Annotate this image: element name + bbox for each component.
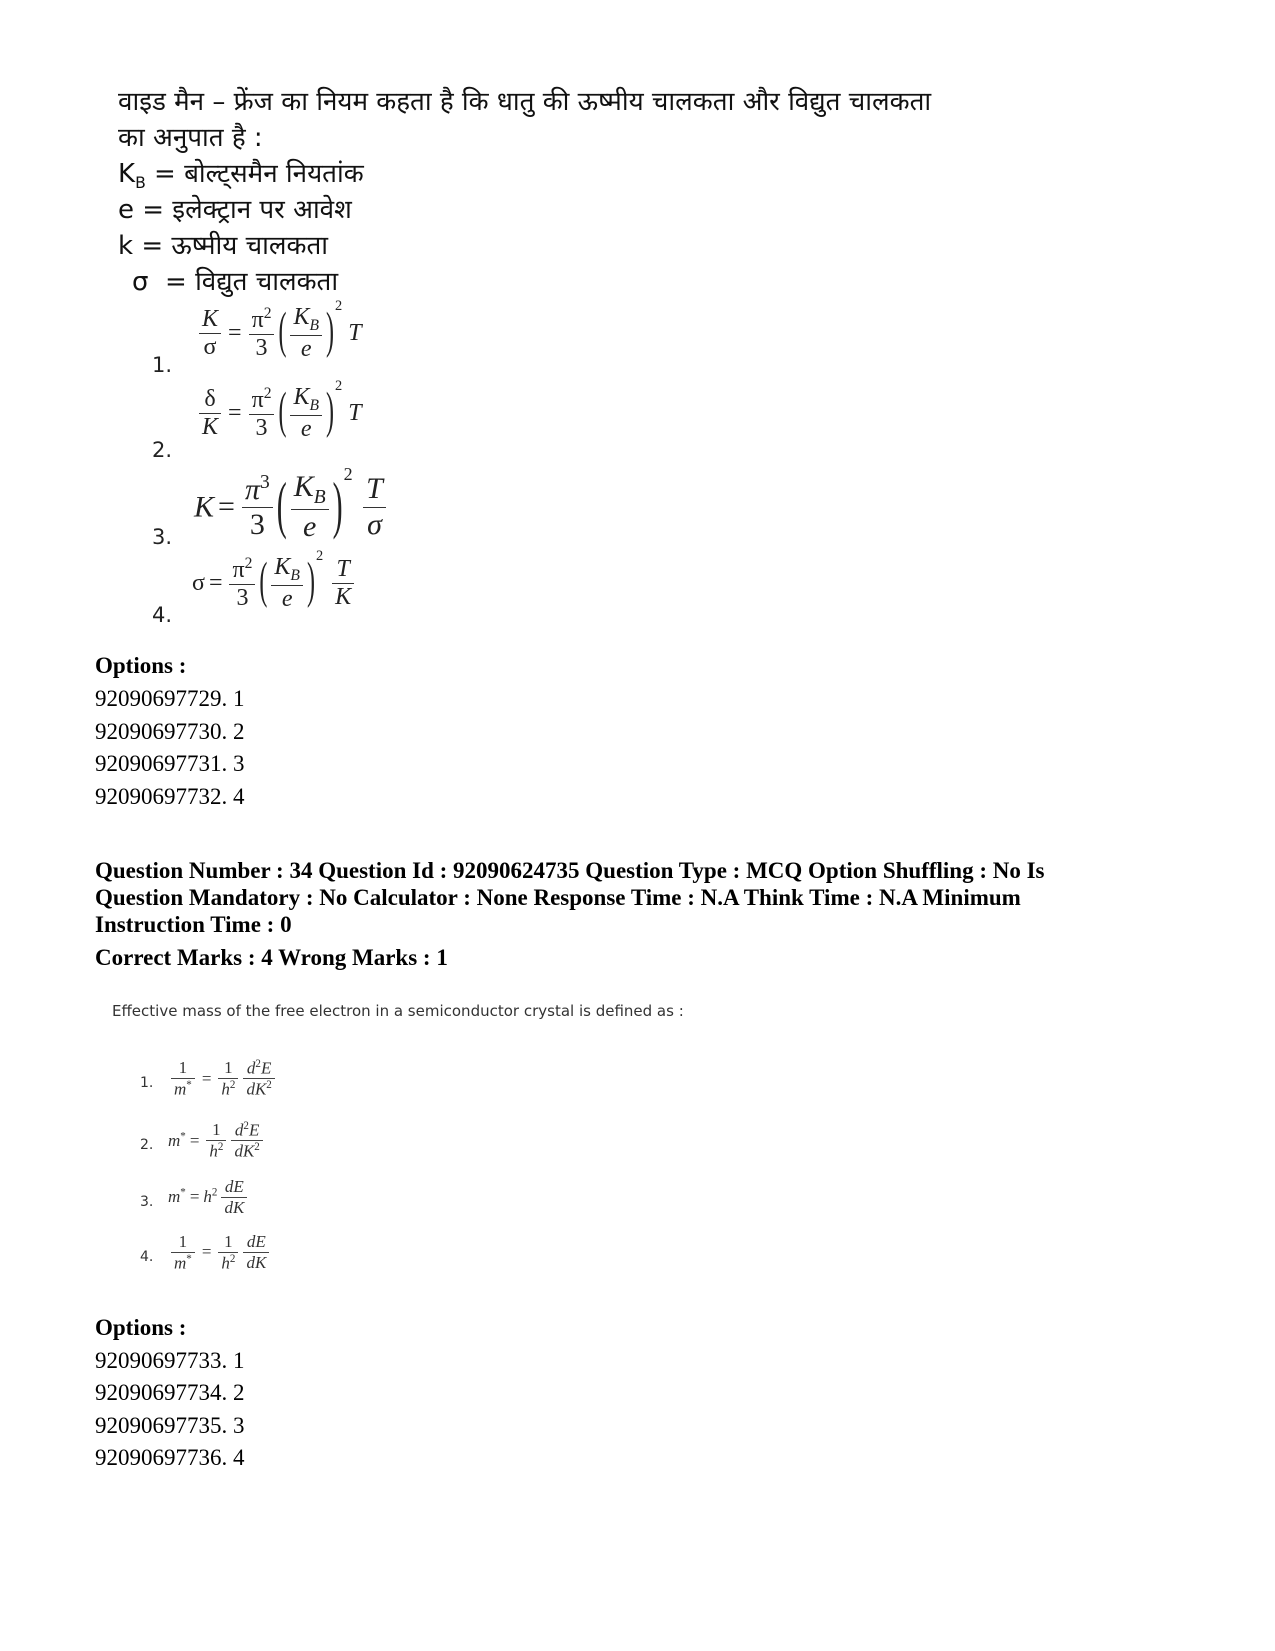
definition-k: k = ऊष्मीय चालकता bbox=[118, 231, 329, 261]
question-meta-line-2: Question Mandatory : No Calculator : None Response Time : N.A Think Time : N.A Minimum bbox=[95, 885, 1021, 910]
option-q34-1: 92090697733. 1 bbox=[95, 1348, 245, 1373]
q34-choice-number-3: 3. bbox=[140, 1194, 154, 1210]
option-q34-3: 92090697735. 3 bbox=[95, 1413, 245, 1438]
question-34-stem: Effective mass of the free electron in a semiconductor crystal is defined as : bbox=[112, 1002, 684, 1020]
question-meta-line-1: Question Number : 34 Question Id : 92090624735 Question Type : MCQ Option Shuffling : No Is bbox=[95, 858, 1045, 883]
definition-sigma bbox=[132, 262, 338, 298]
option-q34-2: 92090697734. 2 bbox=[95, 1380, 245, 1405]
kb-symbol: K bbox=[118, 159, 136, 189]
choice-number-2: 2. bbox=[152, 438, 173, 462]
q34-choice-number-4: 4. bbox=[140, 1249, 154, 1265]
q34-choice-number-2: 2. bbox=[140, 1137, 154, 1153]
formula-choice-1: $\frac{K}{\sigma}$ = $\frac{\pi^2}{3}$ ( $\frac{K_B}{e}$ )2 T bbox=[196, 304, 362, 363]
option-q33-4: 92090697732. 4 bbox=[95, 784, 245, 809]
sigma-symbol: σ bbox=[132, 267, 149, 297]
option-q33-3: 92090697731. 3 bbox=[95, 751, 245, 776]
q34-formula-choice-3: $m^* = h^2$ $\frac{dE}{dK}$ bbox=[168, 1177, 250, 1217]
kb-subscript: B bbox=[135, 174, 146, 193]
hindi-stem-line-1: वाइड मैन – फ्रेंज का नियम कहता है कि धातु की ऊष्मीय चालकता और विद्युत चालकता bbox=[118, 87, 932, 117]
choice-number-4: 4. bbox=[152, 603, 173, 627]
options-heading-q33: Options : bbox=[95, 653, 187, 678]
q34-formula-choice-4: $\frac{1}{m^*}$ = $\frac{1}{h^2}$ $\frac{dE}{dK}$ bbox=[168, 1232, 272, 1273]
option-q33-2: 92090697730. 2 bbox=[95, 719, 245, 744]
option-q33-1: 92090697729. 1 bbox=[95, 686, 245, 711]
question-33-image bbox=[118, 82, 1018, 662]
option-q34-4: 92090697736. 4 bbox=[95, 1445, 245, 1470]
formula-choice-2: $\frac{\delta}{K}$ = $\frac{\pi^2}{3}$ ( $\frac{K_B}{e}$ )2 T bbox=[196, 384, 362, 443]
formula-choice-3: K = $\frac{\pi^3}{3}$ ( $\frac{K_B}{e}$ )2 $\frac{T}{\sigma}$ bbox=[194, 470, 389, 545]
kb-meaning: = बोल्ट्समैन नियतांक bbox=[154, 159, 364, 189]
hindi-stem-line-2: का अनुपात है : bbox=[118, 123, 263, 153]
sigma-meaning: = विद्युत चालकता bbox=[165, 267, 339, 297]
marks-line: Correct Marks : 4 Wrong Marks : 1 bbox=[95, 945, 448, 970]
q34-formula-choice-2: m* = $\frac{1}{h^2}$ $\frac{d^2E}{dK^2}$ bbox=[168, 1120, 266, 1161]
formula-choice-4: σ = $\frac{\pi^2}{3}$ ( $\frac{K_B}{e}$ )2 $\frac{T}{K}$ bbox=[192, 554, 357, 613]
q34-formula-choice-1: $\frac{1}{m^*}$ = $\frac{1}{h^2}$ $\frac{d^2E}{dK^2}$ bbox=[168, 1058, 278, 1099]
definition-kb bbox=[118, 154, 364, 192]
question-meta-line-3: Instruction Time : 0 bbox=[95, 912, 292, 937]
definition-e: e = इलेक्ट्रान पर आवेश bbox=[118, 195, 352, 225]
q34-choice-number-1: 1. bbox=[140, 1075, 154, 1091]
choice-number-3: 3. bbox=[152, 525, 173, 549]
choice-number-1: 1. bbox=[152, 353, 173, 377]
options-heading-q34: Options : bbox=[95, 1315, 187, 1340]
